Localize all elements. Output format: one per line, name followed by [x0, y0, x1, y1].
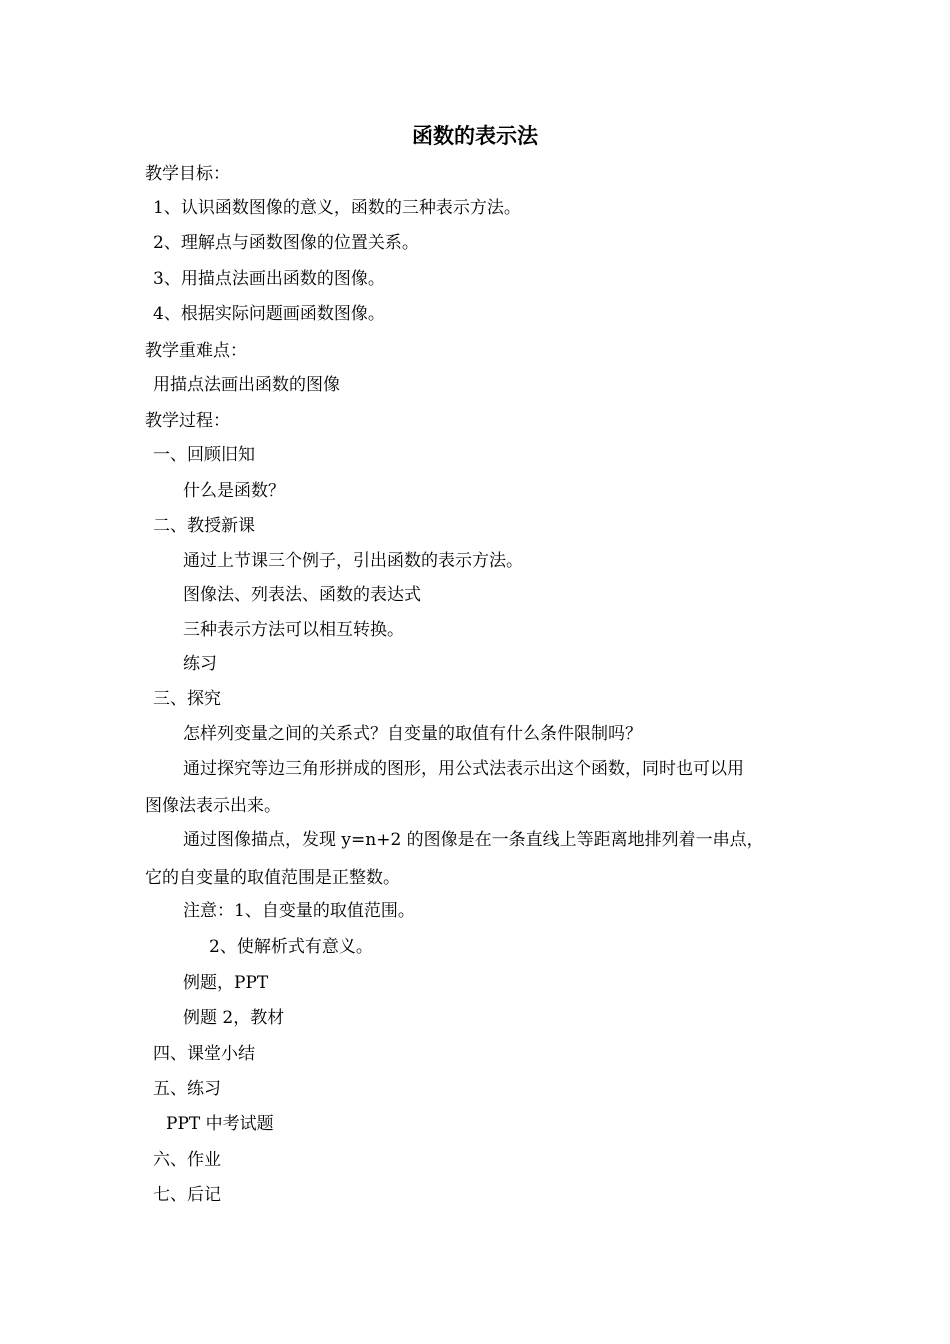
goal-item-1: 1、认识函数图像的意义，函数的三种表示方法。 [153, 198, 521, 218]
document-title: 函数的表示法 [412, 124, 538, 148]
example-line-2: 例题 2，教材 [183, 1008, 285, 1028]
heading-teaching-process: 教学过程： [145, 411, 230, 431]
new-lesson-line-4: 练习 [183, 654, 217, 674]
new-lesson-line-1: 通过上节课三个例子，引出函数的表示方法。 [183, 551, 523, 571]
new-lesson-line-3: 三种表示方法可以相互转换。 [183, 620, 404, 640]
key-point-text: 用描点法画出函数的图像 [153, 375, 340, 395]
section-review: 一、回顾旧知 [153, 445, 255, 465]
heading-key-points: 教学重难点： [145, 341, 247, 361]
example-line-1: 例题，PPT [183, 973, 269, 993]
section-homework: 六、作业 [153, 1150, 221, 1170]
section-practice: 五、练习 [153, 1079, 221, 1099]
new-lesson-line-2: 图像法、列表法、函数的表达式 [183, 585, 421, 605]
explore-line-3: 图像法表示出来。 [145, 796, 281, 816]
note-line-2: 2、使解析式有意义。 [209, 937, 373, 957]
goal-item-3: 3、用描点法画出函数的图像。 [153, 269, 385, 289]
explore-line-1: 怎样列变量之间的关系式？自变量的取值有什么条件限制吗？ [183, 724, 642, 744]
explore-line-2: 通过探究等边三角形拼成的图形，用公式法表示出这个函数，同时也可以用 [183, 759, 744, 779]
section-notes: 七、后记 [153, 1185, 221, 1205]
section-summary: 四、课堂小结 [153, 1044, 255, 1064]
explore-line-4: 通过图像描点，发现 y=n+2 的图像是在一条直线上等距离地排列着一串点， [183, 830, 764, 850]
section-explore: 三、探究 [153, 689, 221, 709]
practice-text: PPT 中考试题 [166, 1114, 274, 1134]
goal-item-2: 2、理解点与函数图像的位置关系。 [153, 233, 419, 253]
note-line-1: 注意：1、自变量的取值范围。 [183, 901, 415, 921]
section-new-lesson: 二、教授新课 [153, 516, 255, 536]
goal-item-4: 4、根据实际问题画函数图像。 [153, 304, 385, 324]
heading-teaching-goals: 教学目标： [145, 164, 230, 184]
review-text: 什么是函数？ [183, 481, 285, 501]
explore-line-5: 它的自变量的取值范围是正整数。 [145, 868, 400, 888]
